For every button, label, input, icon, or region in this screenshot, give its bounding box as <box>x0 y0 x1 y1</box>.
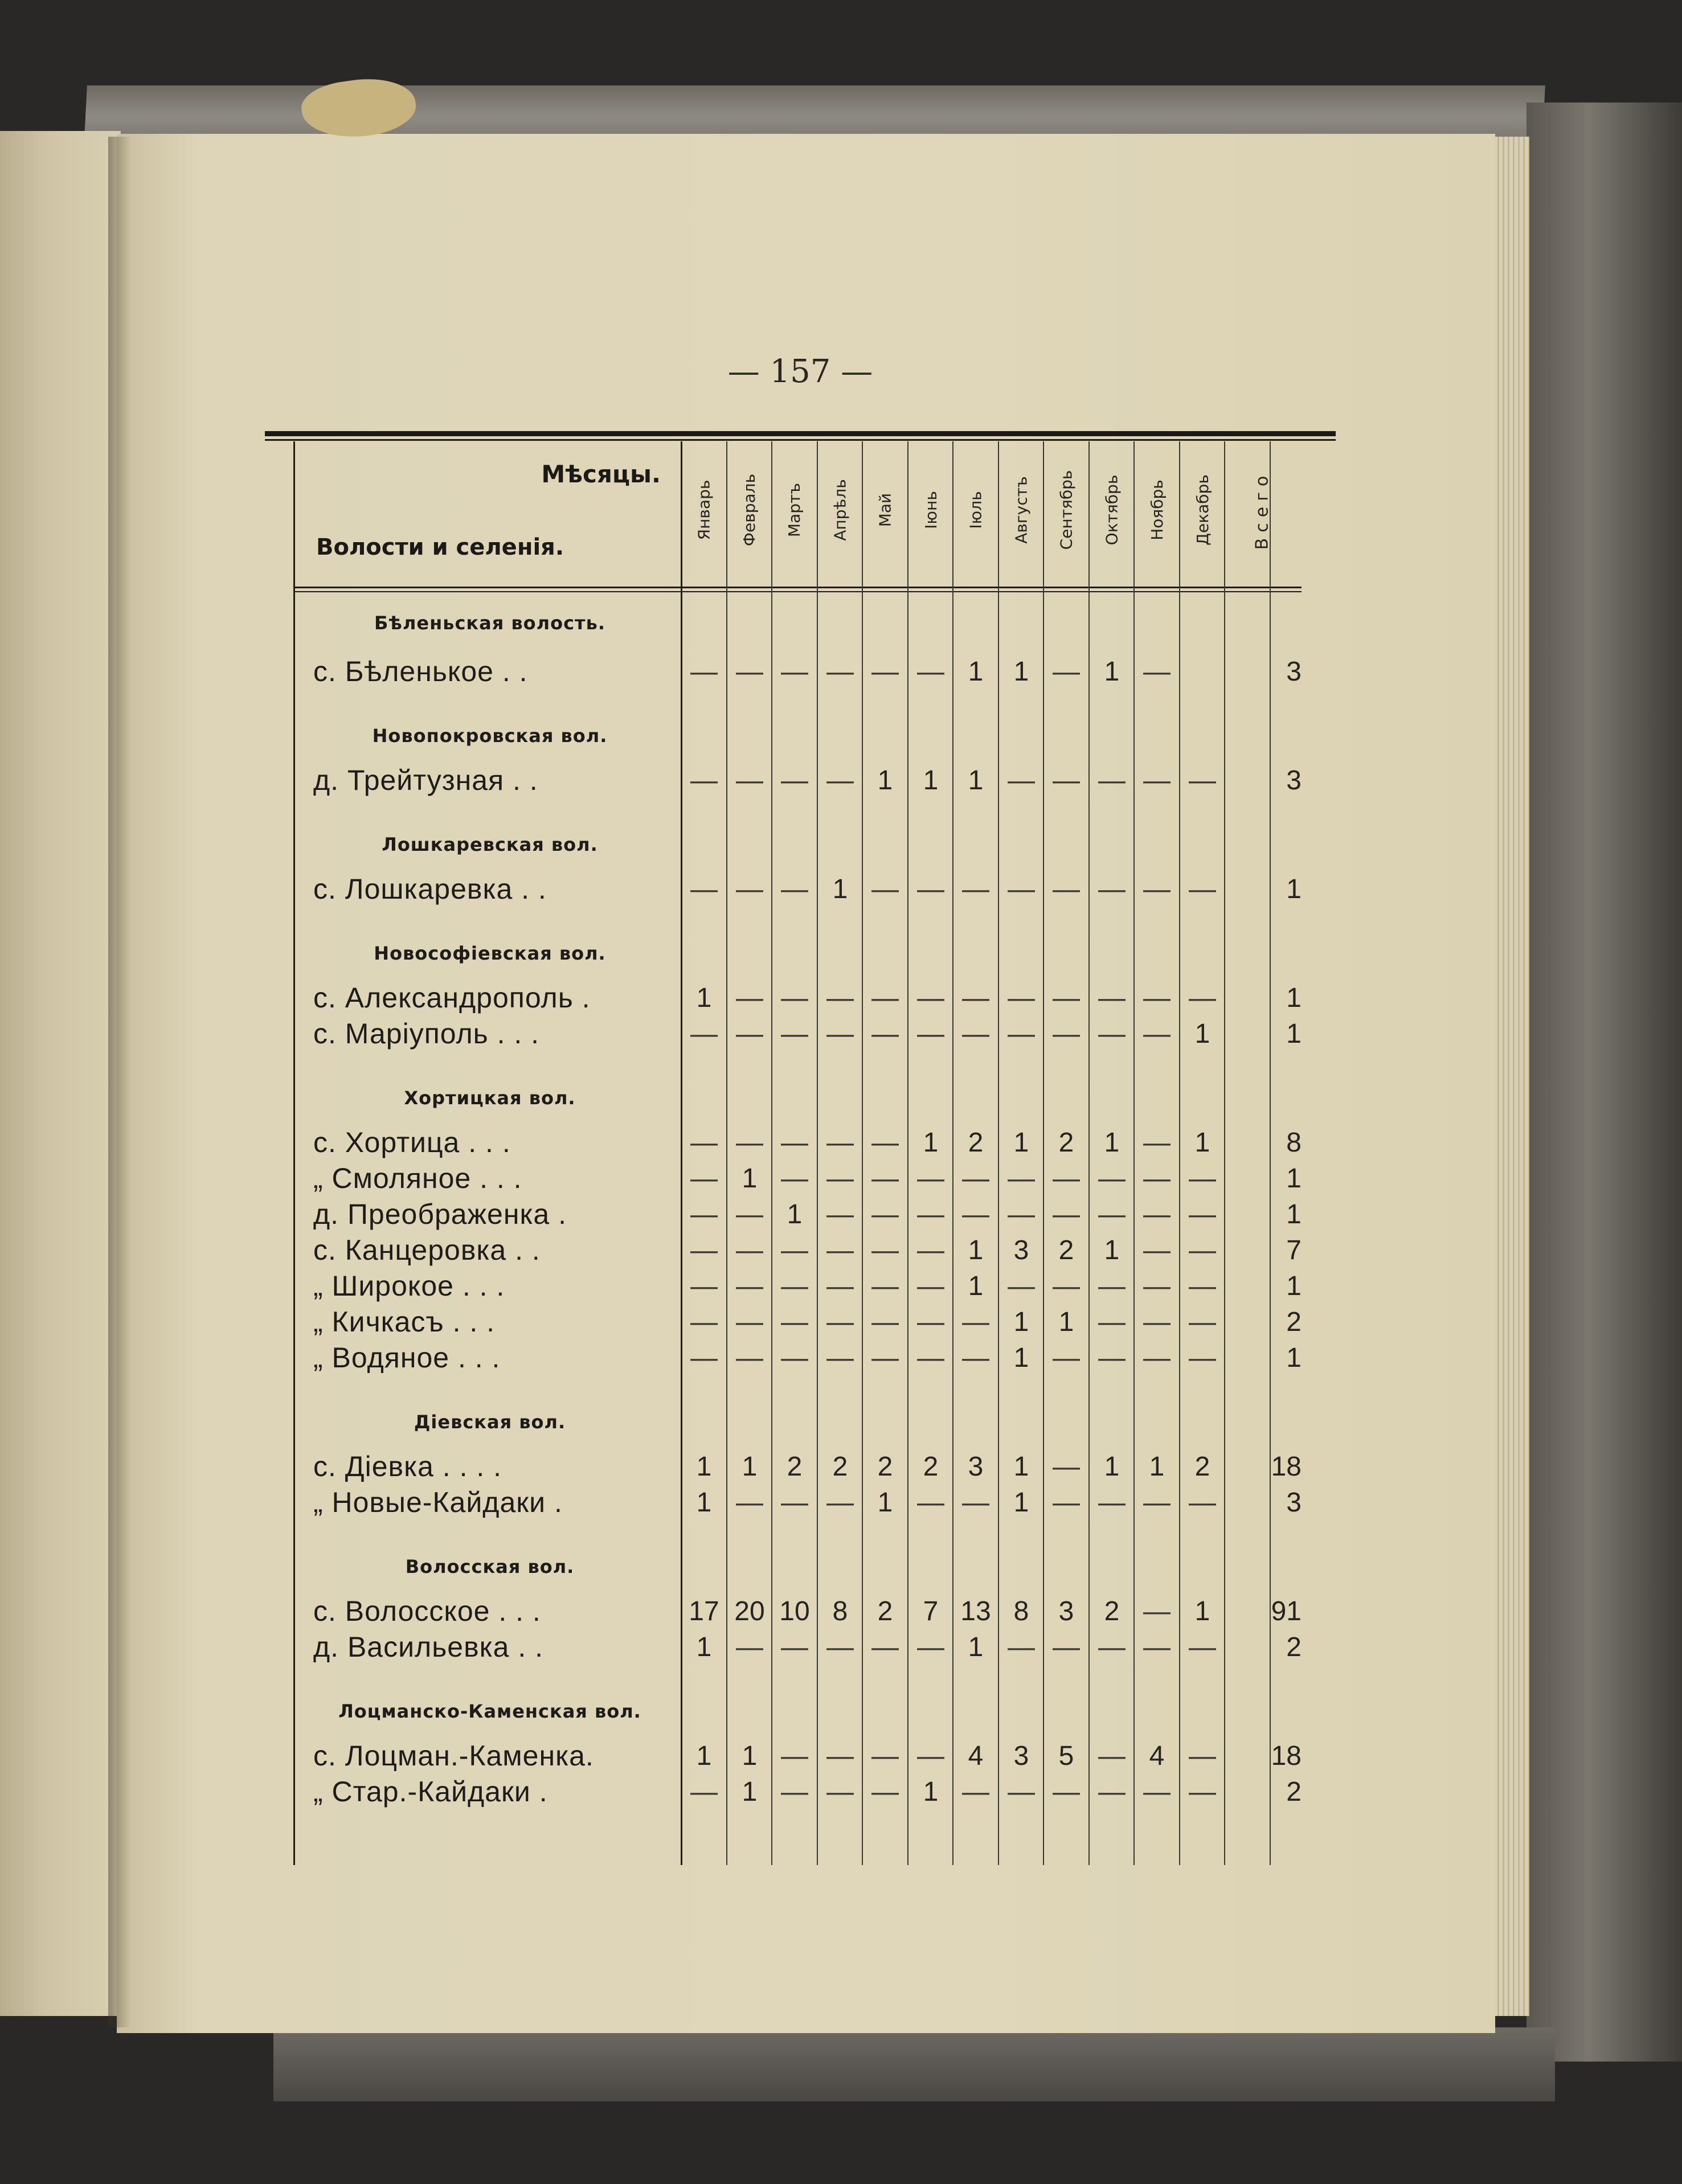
month-value-cell: — <box>1008 874 1035 904</box>
month-value-cell: — <box>1143 765 1171 796</box>
month-value-cell: — <box>826 1632 854 1662</box>
month-value-cell: 1 <box>1013 1488 1029 1518</box>
month-label: Январь <box>694 480 714 540</box>
month-value-cell: 1 <box>877 1488 893 1518</box>
month-value-cell: — <box>1053 657 1080 687</box>
month-value-cell: 8 <box>1013 1596 1029 1626</box>
month-value-cell: — <box>917 1741 944 1771</box>
total-value-cell: 1 <box>1286 1343 1302 1373</box>
month-value-cell: — <box>962 1019 989 1049</box>
month-value-cell: — <box>1189 1271 1216 1301</box>
month-value-cell: 1 <box>696 1632 712 1662</box>
month-value-cell: 1 <box>1013 1128 1029 1158</box>
month-value-cell: — <box>736 1019 763 1049</box>
month-value-cell: — <box>1008 1271 1035 1301</box>
month-value-cell: 2 <box>1194 1452 1210 1482</box>
month-value-cell: — <box>1143 1343 1171 1373</box>
total-label: Всего <box>1252 470 1272 550</box>
month-value-cell: — <box>1053 1271 1080 1301</box>
month-value-cell: — <box>826 1235 854 1265</box>
month-value-cell: — <box>1189 1741 1216 1771</box>
month-value-cell: 1 <box>968 765 984 796</box>
month-value-cell: — <box>871 1128 899 1158</box>
month-value-cell: 1 <box>1058 1307 1074 1337</box>
month-value-cell: — <box>1098 874 1126 904</box>
month-value-cell: 1 <box>1013 657 1029 687</box>
month-value-cell: 4 <box>968 1741 984 1771</box>
month-value-cell: 2 <box>968 1128 984 1158</box>
month-value-cell: — <box>690 1235 718 1265</box>
month-value-cell: — <box>1053 874 1080 904</box>
total-value-cell: 1 <box>1286 1019 1302 1049</box>
month-value-cell: — <box>1008 1632 1035 1662</box>
total-value-cell: 1 <box>1286 874 1302 904</box>
month-value-cell: 1 <box>968 1235 984 1265</box>
month-value-cell: — <box>871 1163 899 1194</box>
page-number: — 157 — <box>727 353 873 390</box>
month-value-cell: — <box>1189 983 1216 1013</box>
village-name: с. Лошкаревка . . <box>313 873 547 905</box>
village-name: „ Водяное . . . <box>313 1342 501 1374</box>
month-value-cell: — <box>1098 1199 1126 1230</box>
month-value-cell: — <box>962 983 989 1013</box>
month-label: Октябрь <box>1102 474 1122 545</box>
month-value-cell: — <box>1143 1307 1171 1337</box>
month-value-cell: — <box>1143 1199 1171 1230</box>
month-value-cell: 1 <box>696 983 712 1013</box>
month-value-cell: 2 <box>1104 1596 1120 1626</box>
village-name: с. Канцеровка . . <box>313 1234 541 1266</box>
month-value-cell: 1 <box>968 1632 984 1662</box>
total-value-cell: 2 <box>1286 1307 1302 1337</box>
month-value-cell: — <box>781 1488 808 1518</box>
month-value-cell: — <box>826 1307 854 1337</box>
month-value-cell: 3 <box>1013 1235 1029 1265</box>
total-value-cell: 3 <box>1286 1488 1302 1518</box>
village-name: „ Новые-Кайдаки . <box>313 1486 563 1518</box>
month-value-cell: 1 <box>696 1452 712 1482</box>
month-value-cell: 4 <box>1149 1741 1165 1771</box>
header-rule <box>293 587 1302 588</box>
month-value-cell: — <box>1189 1632 1216 1662</box>
month-value-cell: — <box>781 1343 808 1373</box>
month-value-cell: — <box>1053 983 1080 1013</box>
month-value-cell: — <box>917 1271 944 1301</box>
month-value-cell: 1 <box>1013 1343 1029 1373</box>
month-value-cell: — <box>1098 1307 1126 1337</box>
month-value-cell: — <box>1189 765 1216 796</box>
month-value-cell: — <box>826 983 854 1013</box>
month-value-cell: — <box>781 1163 808 1194</box>
month-header <box>1091 450 1133 569</box>
month-value-cell: — <box>736 1307 763 1337</box>
month-value-cell: 1 <box>923 1777 939 1807</box>
month-label: Апрѣль <box>830 478 850 541</box>
month-label: Сентябрь <box>1057 470 1076 550</box>
month-value-cell: — <box>871 983 899 1013</box>
month-header <box>1045 450 1087 569</box>
month-value-cell: 2 <box>832 1452 848 1482</box>
month-value-cell: — <box>736 983 763 1013</box>
month-value-cell: — <box>1053 1343 1080 1373</box>
month-value-cell: 1 <box>696 1741 712 1771</box>
month-value-cell: — <box>1189 874 1216 904</box>
month-value-cell: — <box>690 657 718 687</box>
month-value-cell: — <box>1098 1488 1126 1518</box>
total-value-cell: 3 <box>1286 657 1302 687</box>
month-value-cell: — <box>1189 1307 1216 1337</box>
month-value-cell: 1 <box>968 657 984 687</box>
month-value-cell: — <box>781 1741 808 1771</box>
month-value-cell: — <box>1143 1596 1171 1626</box>
month-value-cell: — <box>1143 657 1171 687</box>
month-value-cell: — <box>690 765 718 796</box>
month-value-cell: — <box>917 1488 944 1518</box>
month-value-cell: — <box>826 1343 854 1373</box>
month-value-cell: — <box>1098 1271 1126 1301</box>
month-value-cell: — <box>962 1307 989 1337</box>
month-value-cell: 3 <box>968 1452 984 1482</box>
month-value-cell: — <box>1143 1488 1171 1518</box>
month-value-cell: — <box>1143 874 1171 904</box>
month-header <box>864 450 906 569</box>
month-value-cell: — <box>1098 1632 1126 1662</box>
month-value-cell: — <box>1053 1163 1080 1194</box>
month-value-cell: — <box>1008 765 1035 796</box>
top-rule-thin <box>265 439 1336 441</box>
month-value-cell: — <box>1189 1488 1216 1518</box>
month-value-cell: 1 <box>1104 1128 1120 1158</box>
month-value-cell: 1 <box>696 1488 712 1518</box>
month-value-cell: 5 <box>1058 1741 1074 1771</box>
month-label: Май <box>875 493 895 527</box>
month-value-cell: — <box>781 765 808 796</box>
month-value-cell: — <box>1008 1777 1035 1807</box>
month-value-cell: — <box>962 1199 989 1230</box>
total-value-cell: 1 <box>1286 1163 1302 1194</box>
month-value-cell: — <box>1098 765 1126 796</box>
month-value-cell: — <box>871 1343 899 1373</box>
month-value-cell: — <box>1008 1199 1035 1230</box>
month-value-cell: — <box>1098 1163 1126 1194</box>
total-value-cell: 8 <box>1286 1128 1302 1158</box>
month-value-cell: — <box>781 1307 808 1337</box>
month-value-cell: — <box>962 1163 989 1194</box>
month-value-cell: 1 <box>1149 1452 1165 1482</box>
month-label: Августъ <box>1012 476 1031 544</box>
month-value-cell: — <box>1143 1163 1171 1194</box>
month-value-cell: 1 <box>1194 1128 1210 1158</box>
month-label: Мартъ <box>785 482 804 537</box>
month-value-cell: — <box>1053 1199 1080 1230</box>
month-value-cell: — <box>962 874 989 904</box>
month-header <box>1000 450 1042 569</box>
month-value-cell: 20 <box>734 1596 765 1626</box>
month-value-cell: — <box>1143 1235 1171 1265</box>
section-title: Новопокровская вол. <box>372 725 608 747</box>
month-value-cell: — <box>1189 1199 1216 1230</box>
month-value-cell: 1 <box>1013 1307 1029 1337</box>
month-value-cell: — <box>871 1741 899 1771</box>
month-value-cell: — <box>690 1163 718 1194</box>
month-label: Декабрь <box>1193 474 1212 546</box>
month-label: Іюль <box>966 490 985 529</box>
month-value-cell: — <box>1189 1163 1216 1194</box>
month-value-cell: — <box>1098 1019 1126 1049</box>
month-value-cell: 1 <box>742 1163 758 1194</box>
header-rule-2 <box>293 591 1302 592</box>
section-title: Лоцманско-Каменская вол. <box>338 1701 641 1722</box>
total-value-cell: 1 <box>1286 1271 1302 1301</box>
month-value-cell: 7 <box>923 1596 939 1626</box>
month-value-cell: 1 <box>1013 1452 1029 1482</box>
village-name: с. Хортица . . . <box>313 1126 511 1158</box>
month-value-cell: 1 <box>787 1199 803 1230</box>
village-name: с. Діевка . . . . <box>313 1450 502 1482</box>
month-value-cell: — <box>1143 1019 1171 1049</box>
village-name: „ Широкое . . . <box>313 1270 505 1302</box>
month-value-cell: 13 <box>960 1596 991 1626</box>
month-header <box>955 450 997 569</box>
month-value-cell: 2 <box>923 1452 939 1482</box>
village-name: д. Васильевка . . <box>313 1631 543 1663</box>
total-header <box>1237 450 1288 569</box>
month-value-cell: — <box>690 1128 718 1158</box>
month-value-cell: 1 <box>742 1741 758 1771</box>
month-value-cell: 2 <box>1058 1235 1074 1265</box>
month-value-cell: — <box>917 1235 944 1265</box>
month-value-cell: — <box>871 1235 899 1265</box>
month-value-cell: — <box>1053 1019 1080 1049</box>
total-value-cell: 18 <box>1271 1452 1302 1482</box>
month-value-cell: — <box>1098 1343 1126 1373</box>
month-header <box>1181 450 1223 569</box>
section-title: Хортицкая вол. <box>404 1087 576 1109</box>
village-name: с. Александрополь . <box>313 982 591 1014</box>
section-title: Новософіевская вол. <box>374 943 606 964</box>
month-value-cell: — <box>781 983 808 1013</box>
village-name: д. Преображенка . <box>313 1198 567 1230</box>
month-value-cell: 1 <box>1194 1019 1210 1049</box>
month-value-cell: 17 <box>689 1596 719 1626</box>
month-value-cell: — <box>781 1777 808 1807</box>
month-header <box>683 450 725 569</box>
month-value-cell: — <box>781 1019 808 1049</box>
month-value-cell: — <box>962 1488 989 1518</box>
month-value-cell: — <box>781 1632 808 1662</box>
month-value-cell: 1 <box>968 1271 984 1301</box>
month-value-cell: 2 <box>1058 1128 1074 1158</box>
month-value-cell: — <box>736 1632 763 1662</box>
month-value-cell: — <box>826 1019 854 1049</box>
month-value-cell: — <box>1053 1777 1080 1807</box>
month-value-cell: — <box>917 1343 944 1373</box>
month-value-cell: 1 <box>1104 1235 1120 1265</box>
month-value-cell: — <box>1098 983 1126 1013</box>
month-value-cell: — <box>781 1271 808 1301</box>
month-value-cell: — <box>917 1307 944 1337</box>
month-value-cell: — <box>1053 1452 1080 1482</box>
month-value-cell: — <box>690 1343 718 1373</box>
month-label: Февраль <box>740 473 759 546</box>
month-value-cell: — <box>1053 1488 1080 1518</box>
month-value-cell: 1 <box>923 1128 939 1158</box>
village-name: с. Маріуполь . . . <box>313 1018 540 1050</box>
month-value-cell: — <box>690 1777 718 1807</box>
month-value-cell: — <box>917 983 944 1013</box>
month-value-cell: — <box>871 1019 899 1049</box>
month-value-cell: — <box>826 1488 854 1518</box>
month-value-cell: 1 <box>742 1452 758 1482</box>
village-name: с. Волосское . . . <box>313 1595 541 1627</box>
month-value-cell: — <box>871 1777 899 1807</box>
total-value-cell: 2 <box>1286 1777 1302 1807</box>
month-value-cell: — <box>1189 1777 1216 1807</box>
month-value-cell: — <box>736 1235 763 1265</box>
month-value-cell: — <box>962 1777 989 1807</box>
month-value-cell: — <box>871 1307 899 1337</box>
total-value-cell: 2 <box>1286 1632 1302 1662</box>
month-value-cell: — <box>917 657 944 687</box>
month-value-cell: — <box>1008 1163 1035 1194</box>
month-value-cell: — <box>736 1199 763 1230</box>
month-value-cell: — <box>826 1777 854 1807</box>
month-value-cell: — <box>962 1343 989 1373</box>
month-value-cell: — <box>871 1632 899 1662</box>
month-value-cell: — <box>1008 1019 1035 1049</box>
total-value-cell: 91 <box>1271 1596 1302 1626</box>
month-value-cell: — <box>736 657 763 687</box>
month-value-cell: — <box>1098 1777 1126 1807</box>
month-value-cell: — <box>871 1271 899 1301</box>
month-value-cell: — <box>1053 765 1080 796</box>
header-months-label: Мѣсяцы. <box>541 460 661 488</box>
month-value-cell: 3 <box>1058 1596 1074 1626</box>
month-header <box>774 450 816 569</box>
total-value-cell: 7 <box>1286 1235 1302 1265</box>
month-value-cell: — <box>690 1019 718 1049</box>
month-value-cell: — <box>826 1741 854 1771</box>
month-value-cell: — <box>690 1199 718 1230</box>
month-value-cell: — <box>826 765 854 796</box>
month-value-cell: — <box>1143 1632 1171 1662</box>
month-value-cell: 2 <box>877 1452 893 1482</box>
month-value-cell: — <box>1098 1741 1126 1771</box>
month-value-cell: — <box>826 1199 854 1230</box>
month-value-cell: — <box>917 874 944 904</box>
month-value-cell: 1 <box>923 765 939 796</box>
month-value-cell: — <box>736 1271 763 1301</box>
month-value-cell: 2 <box>787 1452 803 1482</box>
month-value-cell: 1 <box>1194 1596 1210 1626</box>
month-value-cell: — <box>1189 1343 1216 1373</box>
month-header <box>729 450 771 569</box>
month-value-cell: — <box>871 1199 899 1230</box>
month-value-cell: 1 <box>1104 1452 1120 1482</box>
month-value-cell: — <box>871 874 899 904</box>
village-name: „ Смоляное . . . <box>313 1162 522 1194</box>
village-name: „ Кичкасъ . . . <box>313 1306 496 1338</box>
month-value-cell: — <box>781 1235 808 1265</box>
month-value-cell: — <box>917 1019 944 1049</box>
month-value-cell: — <box>736 1128 763 1158</box>
month-value-cell: — <box>1143 1777 1171 1807</box>
month-value-cell: 8 <box>832 1596 848 1626</box>
table-left-border <box>293 441 295 1865</box>
month-header <box>910 450 952 569</box>
month-value-cell: — <box>736 765 763 796</box>
month-value-cell: 1 <box>832 874 848 904</box>
month-value-cell: 1 <box>877 765 893 796</box>
section-title: Волосская вол. <box>405 1556 575 1577</box>
month-value-cell: — <box>1143 1128 1171 1158</box>
month-value-cell: — <box>736 874 763 904</box>
total-value-cell: 1 <box>1286 1199 1302 1230</box>
header-rows-label: Волости и селенія. <box>316 534 564 560</box>
top-rule-thick <box>265 431 1336 436</box>
month-value-cell: — <box>736 1343 763 1373</box>
month-value-cell: — <box>1008 983 1035 1013</box>
month-value-cell: 2 <box>877 1596 893 1626</box>
month-value-cell: 1 <box>742 1777 758 1807</box>
month-value-cell: — <box>1189 1235 1216 1265</box>
month-value-cell: — <box>871 657 899 687</box>
total-value-cell: 3 <box>1286 765 1302 796</box>
month-value-cell: 1 <box>1104 657 1120 687</box>
section-title: Лошкаревская вол. <box>382 834 598 855</box>
month-header <box>1136 450 1178 569</box>
month-value-cell: 3 <box>1013 1741 1029 1771</box>
month-label: Ноябрь <box>1147 479 1167 540</box>
section-title: Бѣленьская волость. <box>374 612 605 634</box>
month-value-cell: — <box>781 1128 808 1158</box>
month-value-cell: — <box>781 657 808 687</box>
month-value-cell: — <box>736 1488 763 1518</box>
month-value-cell: — <box>917 1163 944 1194</box>
section-title: Діевская вол. <box>414 1411 566 1433</box>
village-name: с. Лоцман.-Каменка. <box>313 1740 594 1772</box>
total-value-cell: 18 <box>1271 1741 1302 1771</box>
month-value-cell: — <box>917 1632 944 1662</box>
month-value-cell: — <box>826 657 854 687</box>
month-header <box>819 450 861 569</box>
total-value-cell: 1 <box>1286 983 1302 1013</box>
month-value-cell: — <box>1053 1632 1080 1662</box>
month-value-cell: — <box>690 1271 718 1301</box>
month-value-cell: — <box>690 1307 718 1337</box>
month-value-cell: — <box>826 1163 854 1194</box>
month-value-cell: — <box>690 874 718 904</box>
month-value-cell: — <box>826 1128 854 1158</box>
month-value-cell: — <box>781 874 808 904</box>
month-value-cell: — <box>917 1199 944 1230</box>
village-name: „ Стар.-Кайдаки . <box>313 1776 548 1808</box>
month-value-cell: — <box>826 1271 854 1301</box>
month-value-cell: — <box>1143 983 1171 1013</box>
month-value-cell: 10 <box>779 1596 810 1626</box>
month-value-cell: — <box>1143 1271 1171 1301</box>
village-name: д. Трейтузная . . <box>313 764 538 796</box>
village-name: с. Бѣленькое . . <box>313 655 528 687</box>
month-label: Іюнь <box>921 490 940 529</box>
